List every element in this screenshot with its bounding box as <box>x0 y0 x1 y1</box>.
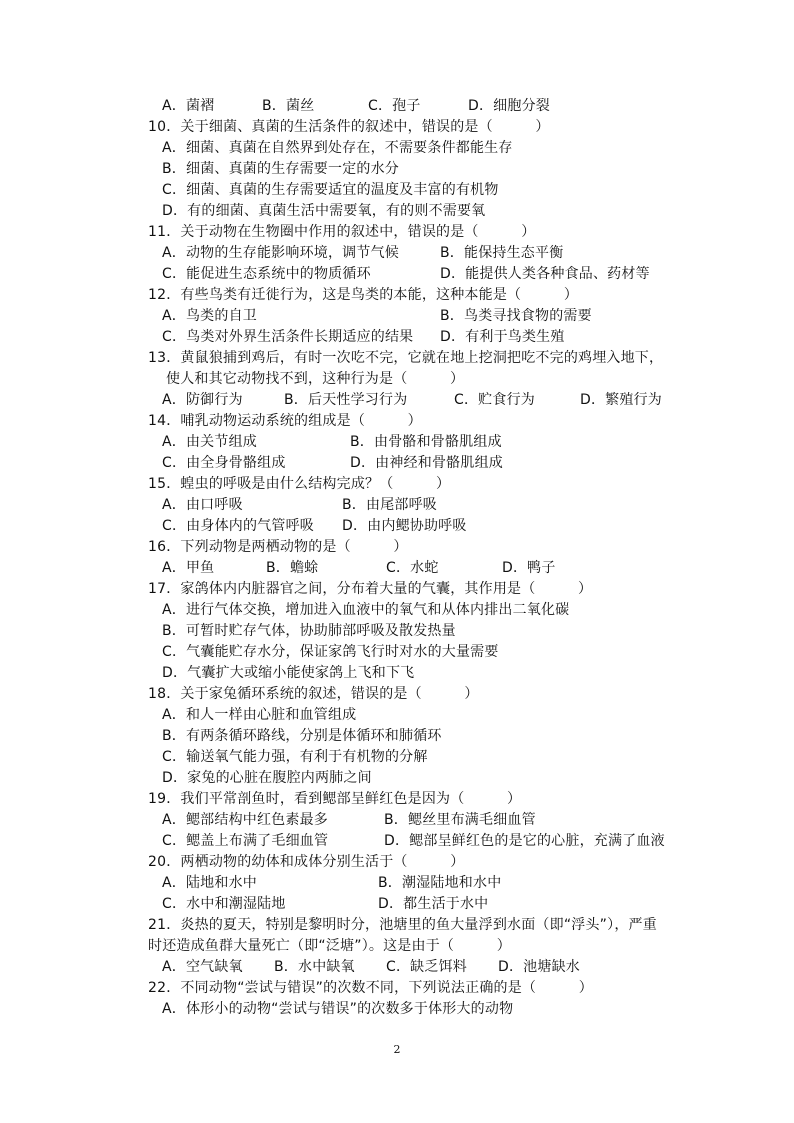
q22-option-a: A．体形小的动物“尝试与错误”的次数多于体形大的动物 <box>162 1001 514 1017</box>
q19-stem: 19．我们平常剖鱼时，看到鳃部呈鲜红色是因为（ ） <box>148 791 522 807</box>
q10-option-c: C．细菌、真菌的生存需要适宜的温度及丰富的有机物 <box>162 182 499 198</box>
q15-option-a: A．由口呼吸 <box>162 497 243 513</box>
q16-option-d: D．鸭子 <box>502 560 556 576</box>
q12-stem: 12．有些鸟类有迁徙行为，这是鸟类的本能，这种本能是（ ） <box>148 287 579 303</box>
q12-option-b: B．鸟类寻找食物的需要 <box>440 308 592 324</box>
q21-stem-line1: 21．炎热的夏天，特别是黎明时分，池塘里的鱼大量浮到水面（即“浮头”），严重 <box>148 917 657 933</box>
q13-stem-line2: 使人和其它动物找不到，这种行为是（ ） <box>166 371 465 387</box>
q10-option-b: B．细菌、真菌的生存需要一定的水分 <box>162 161 400 177</box>
q18-option-a: A．和人一样由心脏和血管组成 <box>162 707 357 723</box>
q12-option-d: D．有利于鸟类生殖 <box>440 329 565 345</box>
page-number: 2 <box>393 1043 401 1056</box>
q21-stem-line2: 时还造成鱼群大量死亡（即“泛塘”）。这是由于（ ） <box>148 938 511 954</box>
q9-option-b: B．菌丝 <box>262 98 315 114</box>
q18-option-c: C．输送氧气能力强，有利于有机物的分解 <box>162 749 428 765</box>
q14-option-c: C．由全身骨骼组成 <box>162 455 286 471</box>
q21-option-d: D．池塘缺水 <box>498 959 580 975</box>
q13-option-b: B．后天性学习行为 <box>284 392 408 408</box>
q13-option-c: C．贮食行为 <box>454 392 535 408</box>
q17-option-a: A．进行气体交换，增加进入血液中的氧气和从体内排出二氧化碳 <box>162 602 570 618</box>
q20-option-b: B．潮湿陆地和水中 <box>378 875 502 891</box>
q16-option-c: C．水蛇 <box>386 560 439 576</box>
q11-option-c: C．能促进生态系统中的物质循环 <box>162 266 371 282</box>
q11-stem: 11．关于动物在生物圈中作用的叙述中，错误的是（ ） <box>148 224 536 240</box>
q21-option-b: B．水中缺氧 <box>274 959 355 975</box>
q16-stem: 16．下列动物是两栖动物的是（ ） <box>148 539 408 555</box>
q10-stem: 10．关于细菌、真菌的生活条件的叙述中，错误的是（ ） <box>148 119 550 135</box>
q9-option-c: C．孢子 <box>368 98 421 114</box>
q20-option-a: A．陆地和水中 <box>162 875 257 891</box>
q17-option-d: D．气囊扩大或缩小能使家鸽上飞和下飞 <box>162 665 415 681</box>
q11-option-b: B．能保持生态平衡 <box>440 245 564 261</box>
q14-option-b: B．由骨骼和骨骼肌组成 <box>350 434 502 450</box>
q18-option-d: D．家兔的心脏在腹腔内两肺之间 <box>162 770 372 786</box>
q21-option-c: C．缺乏饵料 <box>386 959 467 975</box>
q13-option-a: A．防御行为 <box>162 392 243 408</box>
q19-option-b: B．鳃丝里布满毛细血管 <box>384 812 536 828</box>
q11-option-a: A．动物的生存能影响环境，调节气候 <box>162 245 399 261</box>
q12-option-c: C．鸟类对外界生活条件长期适应的结果 <box>162 329 414 345</box>
q20-option-d: D．都生活于水中 <box>378 896 489 912</box>
q17-stem: 17．家鸽体内内脏器官之间，分布着大量的气囊，其作用是（ ） <box>148 581 593 597</box>
q19-option-a: A．鳃部结构中红色素最多 <box>162 812 328 828</box>
q17-option-b: B．可暂时贮存气体，协助肺部呼吸及散发热量 <box>162 623 456 639</box>
q14-stem: 14．哺乳动物运动系统的组成是（ ） <box>148 413 422 429</box>
q15-option-d: D．由内鳃协助呼吸 <box>342 518 467 534</box>
q14-option-d: D．由神经和骨骼肌组成 <box>350 455 503 471</box>
q9-option-d: D．细胞分裂 <box>468 98 550 114</box>
q22-stem: 22．不同动物“尝试与错误”的次数不同，下列说法正确的是（ ） <box>148 980 593 996</box>
q15-stem: 15．蝗虫的呼吸是由什么结构完成？（ ） <box>148 476 451 492</box>
q10-option-d: D．有的细菌、真菌生活中需要氧，有的则不需要氧 <box>162 203 486 219</box>
q14-option-a: A．由关节组成 <box>162 434 257 450</box>
q20-option-c: C．水中和潮湿陆地 <box>162 896 286 912</box>
q19-option-d: D．鳃部呈鲜红色的是它的心脏，充满了血液 <box>384 833 665 849</box>
q20-stem: 20．两栖动物的幼体和成体分别生活于（ ） <box>148 854 465 870</box>
q10-option-a: A．细菌、真菌在自然界到处存在，不需要条件都能生存 <box>162 140 513 156</box>
q19-option-c: C．鳃盖上布满了毛细血管 <box>162 833 329 849</box>
q12-option-a: A．鸟类的自卫 <box>162 308 257 324</box>
q15-option-c: C．由身体内的气管呼吸 <box>162 518 314 534</box>
q11-option-d: D．能提供人类各种食品、药材等 <box>440 266 650 282</box>
q21-option-a: A．空气缺氧 <box>162 959 243 975</box>
q13-stem-line1: 13．黄鼠狼捕到鸡后，有时一次吃不完，它就在地上挖洞把吃不完的鸡埋入地下， <box>148 350 664 366</box>
q16-option-b: B．蟾蜍 <box>266 560 319 576</box>
q16-option-a: A．甲鱼 <box>162 560 215 576</box>
q18-stem: 18．关于家兔循环系统的叙述，错误的是（ ） <box>148 686 479 702</box>
q9-option-a: A．菌褶 <box>162 98 215 114</box>
q13-option-d: D．繁殖行为 <box>580 392 662 408</box>
q18-option-b: B．有两条循环路线，分别是体循环和肺循环 <box>162 728 442 744</box>
q17-option-c: C．气囊能贮存水分，保证家鸽飞行时对水的大量需要 <box>162 644 499 660</box>
q15-option-b: B．由尾部呼吸 <box>342 497 438 513</box>
